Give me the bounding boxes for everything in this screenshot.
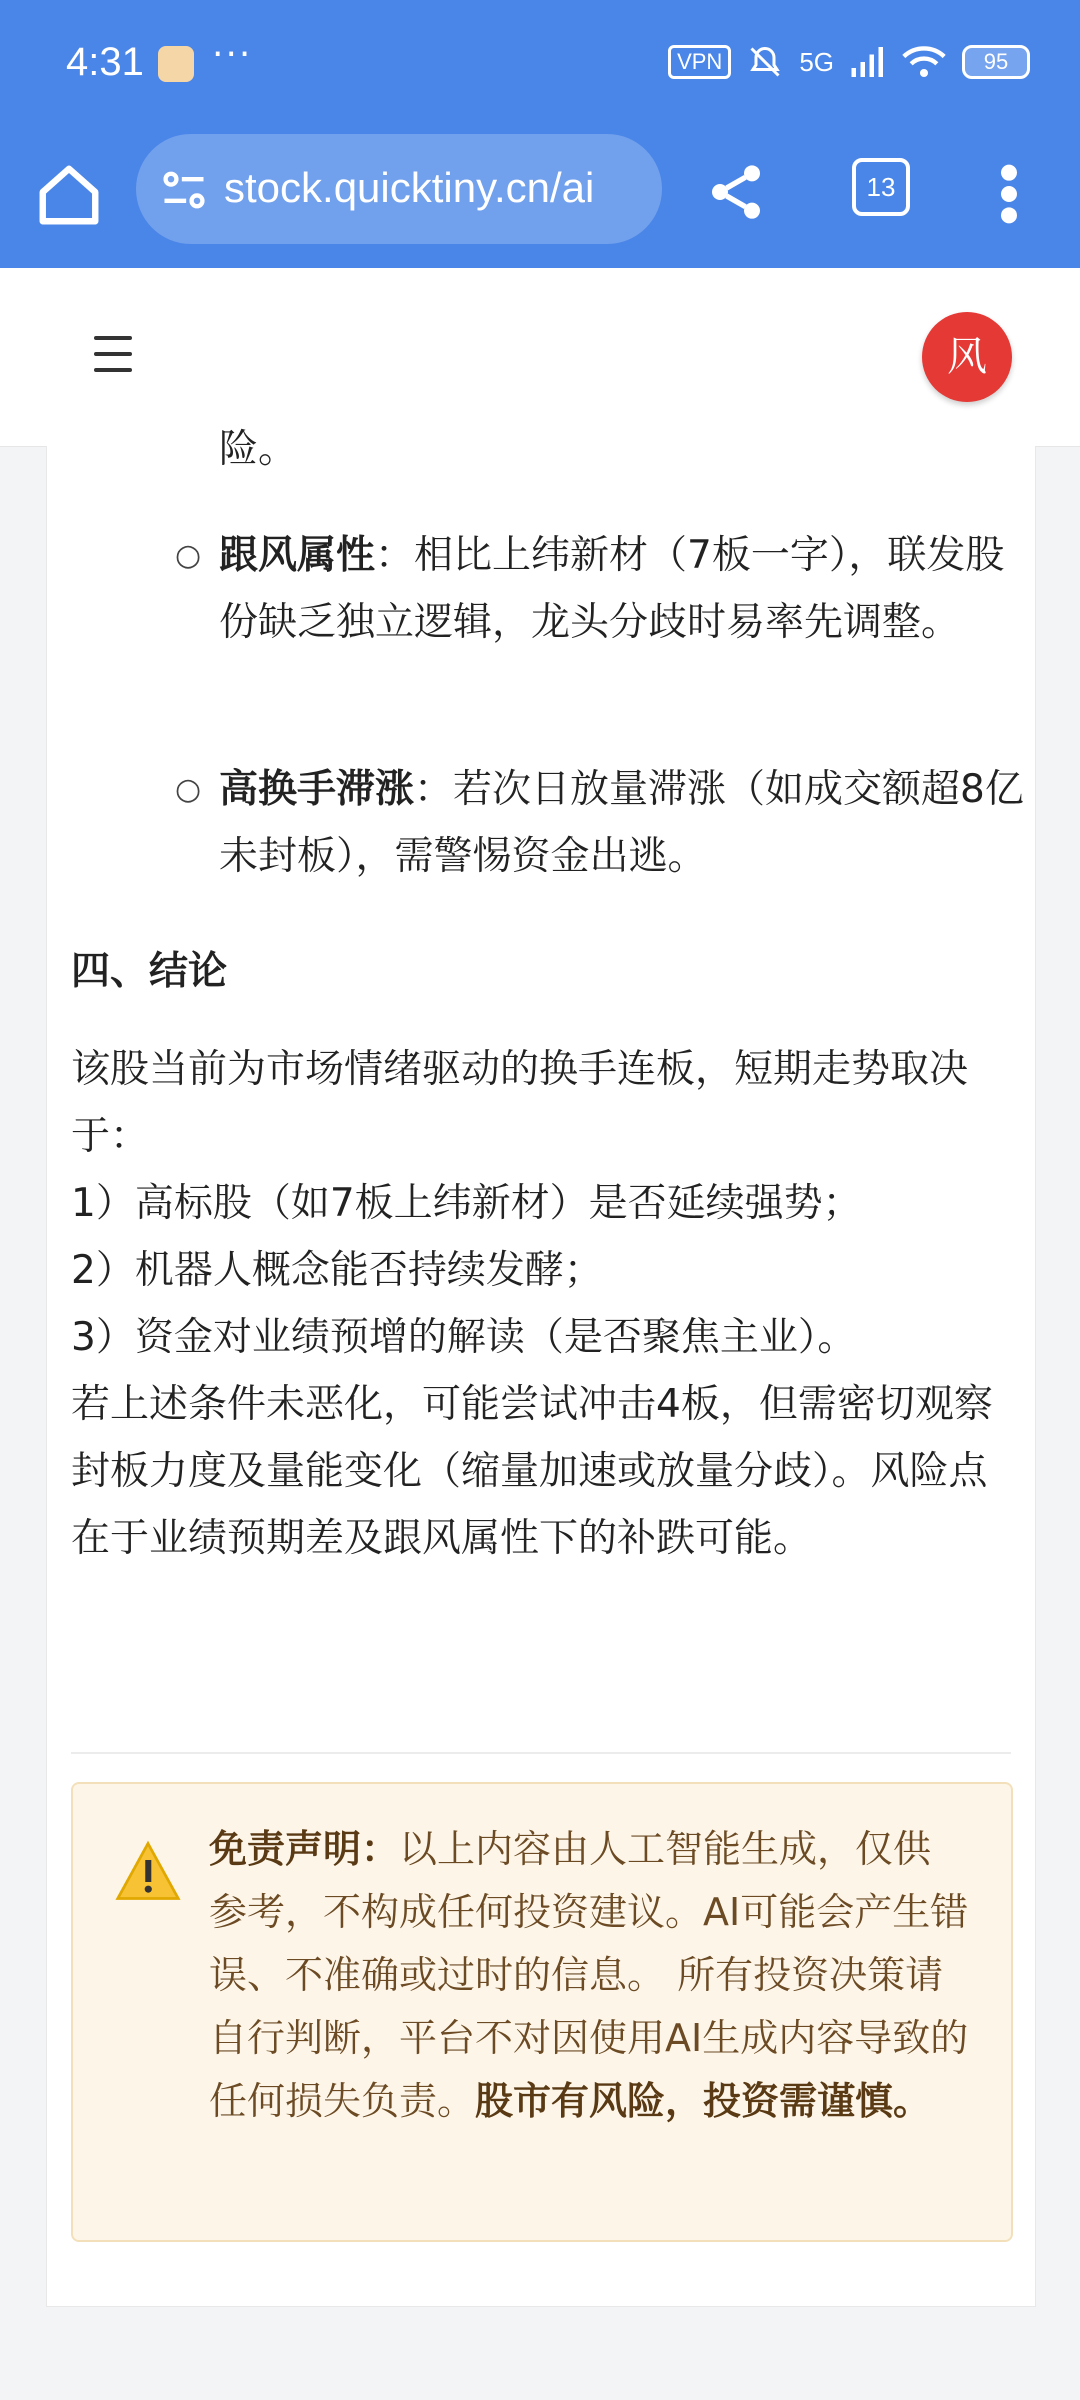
- list-item: [175, 756, 1029, 890]
- mute-bell-icon: [747, 44, 783, 80]
- site-header: [0, 268, 1080, 447]
- signal-icon: [850, 47, 886, 77]
- conclusion-line: 1）高标股（如7板上纬新材）是否延续强势；: [71, 1181, 862, 1226]
- more-notifications-icon: ···: [212, 34, 253, 75]
- bullet-text: ：若次日放量滞涨（如成交额超8亿未封板），需警惕资金出逃。: [219, 767, 1024, 879]
- overflow-menu-icon[interactable]: [994, 162, 1024, 226]
- section-title: 四、结论: [71, 949, 228, 994]
- address-bar[interactable]: [136, 134, 662, 244]
- conclusion-line: 该股当前为市场情绪驱动的换手连板，短期走势取决于：: [71, 1047, 969, 1159]
- wifi-icon: [902, 45, 946, 79]
- divider: [71, 1752, 1011, 1754]
- conclusion-line: 若上述条件未恶化，可能尝试冲击4板，但需密切观察封板力度及量能变化（缩量加速或放量分歧）。风险点在于业绩预期差及跟风属性下的补跌可能。: [71, 1382, 993, 1561]
- partial-line: 险。: [219, 427, 298, 472]
- conclusion-line: 2）机器人概念能否持续发酵；: [71, 1248, 603, 1293]
- site-settings-icon[interactable]: [158, 164, 210, 216]
- share-icon[interactable]: [704, 160, 768, 224]
- app-notification-icon: [158, 46, 194, 82]
- vpn-icon: VPN: [668, 45, 731, 79]
- bullet-circle-icon: ○: [175, 538, 202, 573]
- conclusion-paragraph: [71, 1036, 1011, 1572]
- bullet-term: 跟风属性: [219, 533, 376, 578]
- battery-icon: 95: [962, 45, 1030, 79]
- warning-icon: [115, 1840, 181, 1902]
- status-time: 4:31: [66, 40, 144, 84]
- disclaimer-text: [209, 1818, 969, 2133]
- disclaimer-emphasis: 股市有风险，投资需谨慎。: [475, 2079, 932, 2123]
- bullet-term: 高换手滞涨: [219, 767, 415, 812]
- bullet-text: ：相比上纬新材（7板一字），联发股份缺乏独立逻辑，龙头分歧时易率先调整。: [219, 533, 1005, 645]
- url-text[interactable]: stock.quicktiny.cn/ai: [224, 164, 595, 211]
- user-avatar[interactable]: 风: [922, 312, 1012, 402]
- bullet-circle-icon: ○: [175, 772, 202, 807]
- disclaimer-label: 免责声明：: [209, 1827, 400, 1871]
- analysis-card: [46, 427, 1036, 2307]
- status-bar: [0, 0, 1080, 130]
- browser-toolbar: [0, 130, 1080, 268]
- disclaimer-body: 以上内容由人工智能生成，仅供参考，不构成任何投资建议。AI可能会产生错误、不准确或过时的信息。 所有投资决策请自行判断，平台不对因使用AI生成内容导致的任何损失负责。: [209, 1827, 969, 2123]
- network-type: 5G: [799, 46, 834, 77]
- menu-icon[interactable]: [94, 336, 132, 372]
- home-icon[interactable]: [34, 160, 104, 230]
- conclusion-line: 3）资金对业绩预增的解读（是否聚焦主业）。: [71, 1315, 857, 1360]
- list-item: [175, 522, 1029, 656]
- browser-chrome: [0, 0, 1080, 268]
- disclaimer-box: [71, 1782, 1013, 2242]
- status-icons: [668, 44, 1030, 80]
- tab-switcher-button[interactable]: 13: [852, 158, 910, 216]
